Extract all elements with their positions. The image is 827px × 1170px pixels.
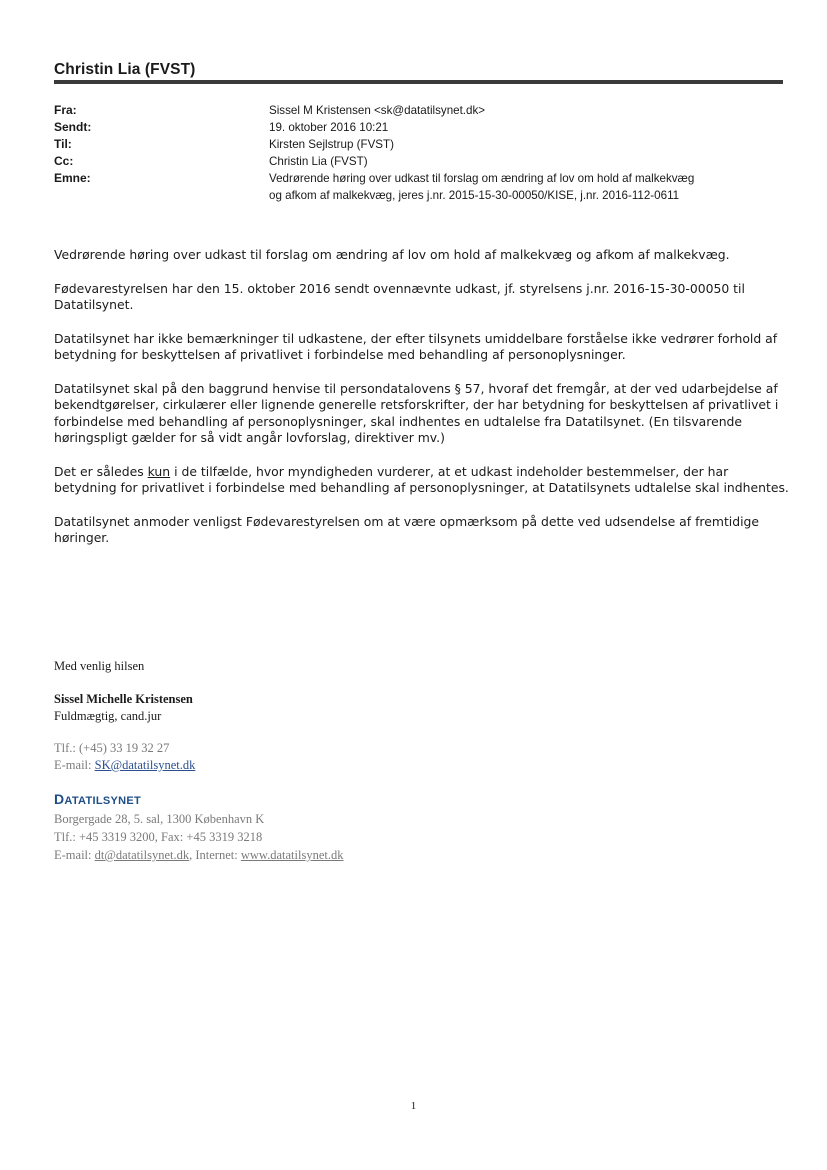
sent-label: Sendt: <box>54 120 92 134</box>
org-email-link[interactable]: dt@datatilsynet.dk <box>94 848 190 862</box>
subject-value <box>269 170 794 204</box>
paragraph-1: Vedrørende høring over udkast til forslag om ændring af lov om hold af malkekvæg og afkom af malkekvæg. <box>54 247 730 262</box>
org-email-label: E-mail: <box>54 848 95 862</box>
organization-address: Borgergade 28, 5. sal, 1300 København K <box>54 812 265 826</box>
subject-label: Emne: <box>54 171 91 185</box>
underlined-word: kun <box>147 463 171 479</box>
email-header <box>54 102 794 204</box>
paragraph-5-end: i de tilfælde, hvor myndigheden vurderer, at et udkast indeholder bestemmelser, der har betydning for privatlivet i forbindelse med behandling af personoplysninger, at Datatilsynets udtalelse skal indhentes. <box>54 463 789 495</box>
internet-label: , Internet: <box>189 848 241 862</box>
to-row <box>54 136 794 153</box>
cc-label: Cc: <box>54 154 74 168</box>
cc-row <box>54 153 794 170</box>
signature-block <box>54 658 554 864</box>
to-value: Kirsten Sejlstrup (FVST) <box>269 138 394 151</box>
organization-rest: ATATILSYNET <box>64 795 142 807</box>
paragraph-6: Datatilsynet anmoder venligst Fødevarestyrelsen om at være opmærksom på dette ved udsendelse af fremtidige høringer. <box>54 513 760 545</box>
from-value: Sissel M Kristensen <sk@datatilsynet.dk> <box>269 104 486 117</box>
organization-initial: D <box>54 791 65 807</box>
from-row <box>54 102 794 119</box>
website-link[interactable]: www.datatilsynet.dk <box>240 848 344 862</box>
sender-phone: Tlf.: (+45) 33 19 32 27 <box>54 741 170 755</box>
sender-email-label: E-mail: <box>54 758 95 772</box>
paragraph-2: Fødevarestyrelsen har den 15. oktober 2016 sendt ovennævnte udkast, jf. styrelsens j.nr. 2016-15-30-00050 til Datatilsynet. <box>54 280 745 312</box>
sender-name: Sissel Michelle Kristensen <box>54 692 193 706</box>
cc-value: Christin Lia (FVST) <box>269 155 368 168</box>
organization-phone-fax: Tlf.: +45 3319 3200, Fax: +45 3319 3218 <box>54 830 263 844</box>
paragraph-3: Datatilsynet har ikke bemærkninger til udkastene, der efter tilsynets umiddelbare forståelse ikke vedrører forhold af betydning for beskyttelsen af privatlivet i forbindelse med behandling af personoplysninger. <box>54 330 778 362</box>
sent-value: 19. oktober 2016 10:21 <box>269 121 389 134</box>
sender-email-link[interactable]: SK@datatilsynet.dk <box>94 758 196 772</box>
paragraph-4: Datatilsynet skal på den baggrund henvise til persondatalovens § 57, hvoraf det fremgår, at der ved udarbejdelse af bekendtgørelser, cirkulærer eller lignende generelle retsforskrifter, der har betydning for beskyttelsen af privatlivet i forbindelse med behandling af personoplysninger, skal indhentes en udtalelse fra Datatilsynet. (En tilsvarende høringspligt gælder for så vidt angår lovforslag, direktiver mv.) <box>54 380 779 445</box>
to-label: Til: <box>54 137 72 151</box>
from-label: Fra: <box>54 103 77 117</box>
subject-line-2: og afkom af malkekvæg, jeres j.nr. 2015-15-30-00050/KISE, j.nr. 2016-112-0611 <box>269 189 680 202</box>
paragraph-5-start: Det er således <box>54 463 148 479</box>
organization-name <box>54 791 554 810</box>
subject-line-1: Vedrørende høring over udkast til forslag om ændring af lov om hold af malkekvæg <box>269 172 695 185</box>
sender-title: Fuldmægtig, cand.jur <box>54 709 162 723</box>
page-number: 1 <box>410 1100 417 1112</box>
email-body <box>54 247 794 564</box>
closing-greeting: Med venlig hilsen <box>54 659 145 673</box>
mailbox-owner: Christin Lia (FVST) <box>54 61 196 78</box>
subject-row <box>54 170 794 204</box>
paragraph-5 <box>54 464 794 497</box>
header-rule <box>54 80 783 84</box>
sent-row <box>54 119 794 136</box>
organization-contact-line <box>54 846 554 864</box>
sender-email-line <box>54 757 554 774</box>
